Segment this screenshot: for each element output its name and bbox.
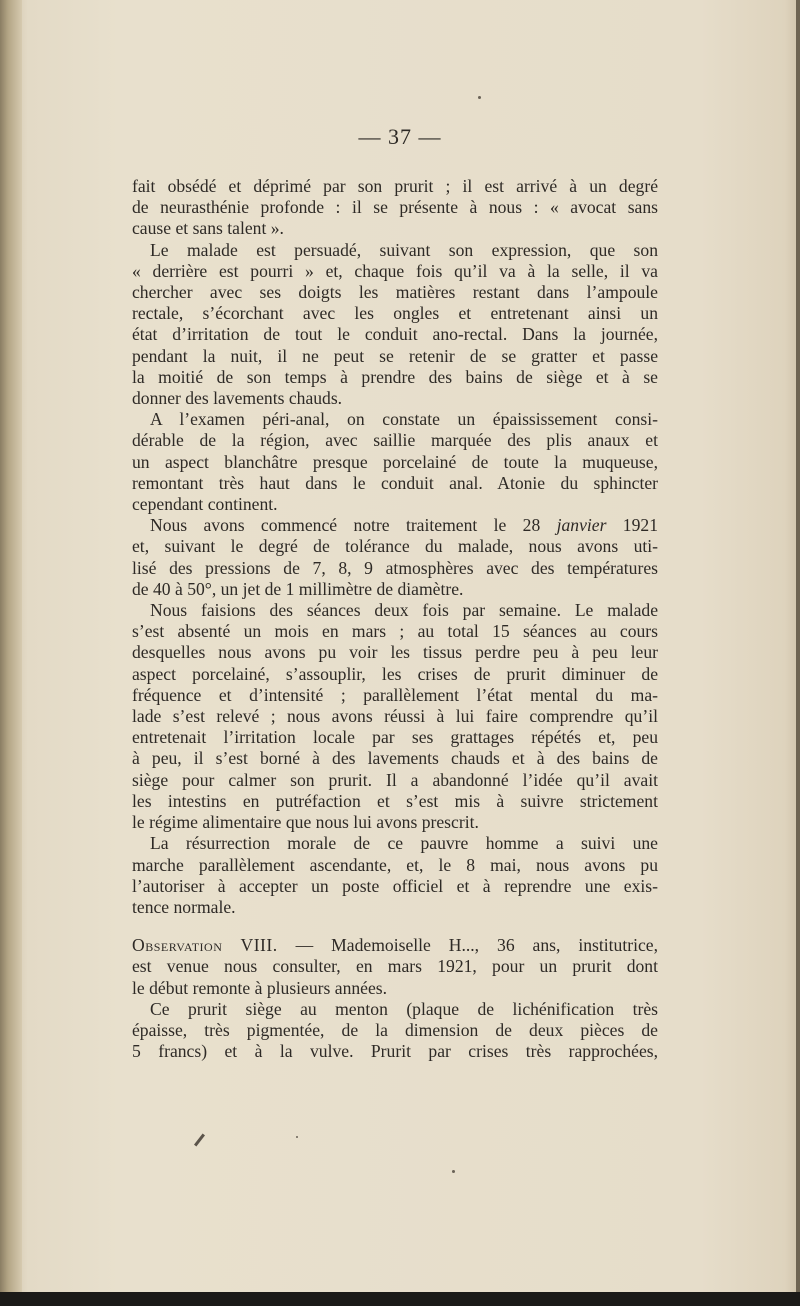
text-fragment: Nous avons commencé notre traitement le 28 xyxy=(150,515,557,536)
paragraph xyxy=(132,240,658,410)
paragraph xyxy=(132,999,658,1063)
observation-heading: Observation VIII. xyxy=(132,935,278,956)
text-fragment: — Mademoiselle H..., 36 ans, institutrice, xyxy=(277,935,658,956)
text-line: et, suivant le degré de tolérance du malade, nous avons uti- xyxy=(132,536,658,557)
text-line: tence normale. xyxy=(132,896,236,917)
text-line: s’est absenté un mois en mars ; au total 15 séances au cours xyxy=(132,621,658,642)
page-binding-shadow xyxy=(0,0,22,1306)
text-line: 5 francs) et à la vulve. Prurit par crises très rapprochées, xyxy=(132,1041,658,1062)
text-line: les intestins en putréfaction et s’est mis à suivre strictement xyxy=(132,790,658,811)
text-line: épaisse, très pigmentée, de la dimension de deux pièces de xyxy=(132,1019,658,1040)
text-line: donner des lavements chauds. xyxy=(132,388,343,409)
text-line: marche parallèlement ascendante, et, le 8 mai, nous avons pu xyxy=(132,854,658,875)
section-gap xyxy=(132,918,658,935)
text-line: le régime alimentaire que nous lui avons prescrit. xyxy=(132,812,479,833)
text-line: cause et sans talent ». xyxy=(132,218,284,239)
text-line: Le malade est persuadé, suivant son expression, que son xyxy=(150,239,658,260)
observation-paragraph xyxy=(132,935,658,999)
page-number: — 37 — xyxy=(358,124,442,149)
text-line: chercher avec ses doigts les matières restant dans l’ampoule xyxy=(132,282,658,303)
text-line: état d’irritation de tout le conduit ano-rectal. Dans la journée, xyxy=(132,324,658,345)
body-text xyxy=(132,176,658,1062)
text-line: le début remonte à plusieurs années. xyxy=(132,977,388,998)
paragraph xyxy=(132,600,658,833)
text-line xyxy=(132,935,658,956)
text-line: lade s’est relevé ; nous avons réussi à lui faire comprendre qu’il xyxy=(132,706,658,727)
text-line: un aspect blanchâtre presque porcelainé de toute la muqueuse, xyxy=(132,451,658,472)
text-line: desquelles nous avons pu voir les tissus perdre peu à peu leur xyxy=(132,642,658,663)
text-line: dérable de la région, avec saillie marquée des plis anaux et xyxy=(132,430,658,451)
text-line: l’autoriser à accepter un poste officiel et à reprendre une exis- xyxy=(132,875,658,896)
pencil-mark xyxy=(194,1134,205,1147)
scan-speck xyxy=(478,96,481,99)
paragraph xyxy=(132,409,658,515)
text-line: fréquence et d’intensité ; parallèlement l’état mental du ma- xyxy=(132,684,658,705)
text-line: à peu, il s’est borné à des lavements chauds et à des bains de xyxy=(132,748,658,769)
text-line: pendant la nuit, il ne peut se retenir de se gratter et passe xyxy=(132,345,658,366)
text-line: Nous faisions des séances deux fois par semaine. Le malade xyxy=(150,600,658,621)
scan-bottom-border xyxy=(0,1292,800,1306)
paragraph xyxy=(132,515,658,600)
scan-speck xyxy=(452,1170,455,1173)
paragraph xyxy=(132,176,658,240)
text-line xyxy=(132,515,658,536)
italic-month: janvier xyxy=(556,515,607,536)
text-line: rectale, s’écorchant avec les ongles et entretenant ainsi un xyxy=(132,303,658,324)
text-line: remontant très haut dans le conduit anal. Atonie du sphincter xyxy=(132,472,658,493)
text-line: Ce prurit siège au menton (plaque de lichénification très xyxy=(150,998,658,1019)
text-line: lisé des pressions de 7, 8, 9 atmosphères avec des températures xyxy=(132,557,658,578)
text-line: « derrière est pourri » et, chaque fois qu’il va à la selle, il va xyxy=(132,260,658,281)
text-line: la moitié de son temps à prendre des bains de siège et à se xyxy=(132,366,658,387)
text-line: cependant continent. xyxy=(132,494,278,515)
text-line: de 40 à 50°, un jet de 1 millimètre de diamètre. xyxy=(132,578,464,599)
text-line: est venue nous consulter, en mars 1921, pour un prurit dont xyxy=(132,956,658,977)
text-line: A l’examen péri-anal, on constate un épaississement consi- xyxy=(150,409,658,430)
text-line: de neurasthénie profonde : il se présente à nous : « avocat sans xyxy=(132,197,658,218)
paragraph xyxy=(132,833,658,918)
text-line: entretenait l’irritation locale par ses grattages répétés et, peu xyxy=(132,727,658,748)
scan-speck xyxy=(296,1136,298,1138)
text-line: aspect porcelainé, s’assouplir, les crises de prurit diminuer de xyxy=(132,663,658,684)
page-right-edge xyxy=(796,0,800,1306)
text-fragment: 1921 xyxy=(606,515,658,536)
text-line: La résurrection morale de ce pauvre homme a suivi une xyxy=(150,833,658,854)
text-line: siège pour calmer son prurit. Il a abandonné l’idée qu’il avait xyxy=(132,769,658,790)
text-line: fait obsédé et déprimé par son prurit ; il est arrivé à un degré xyxy=(132,176,658,196)
